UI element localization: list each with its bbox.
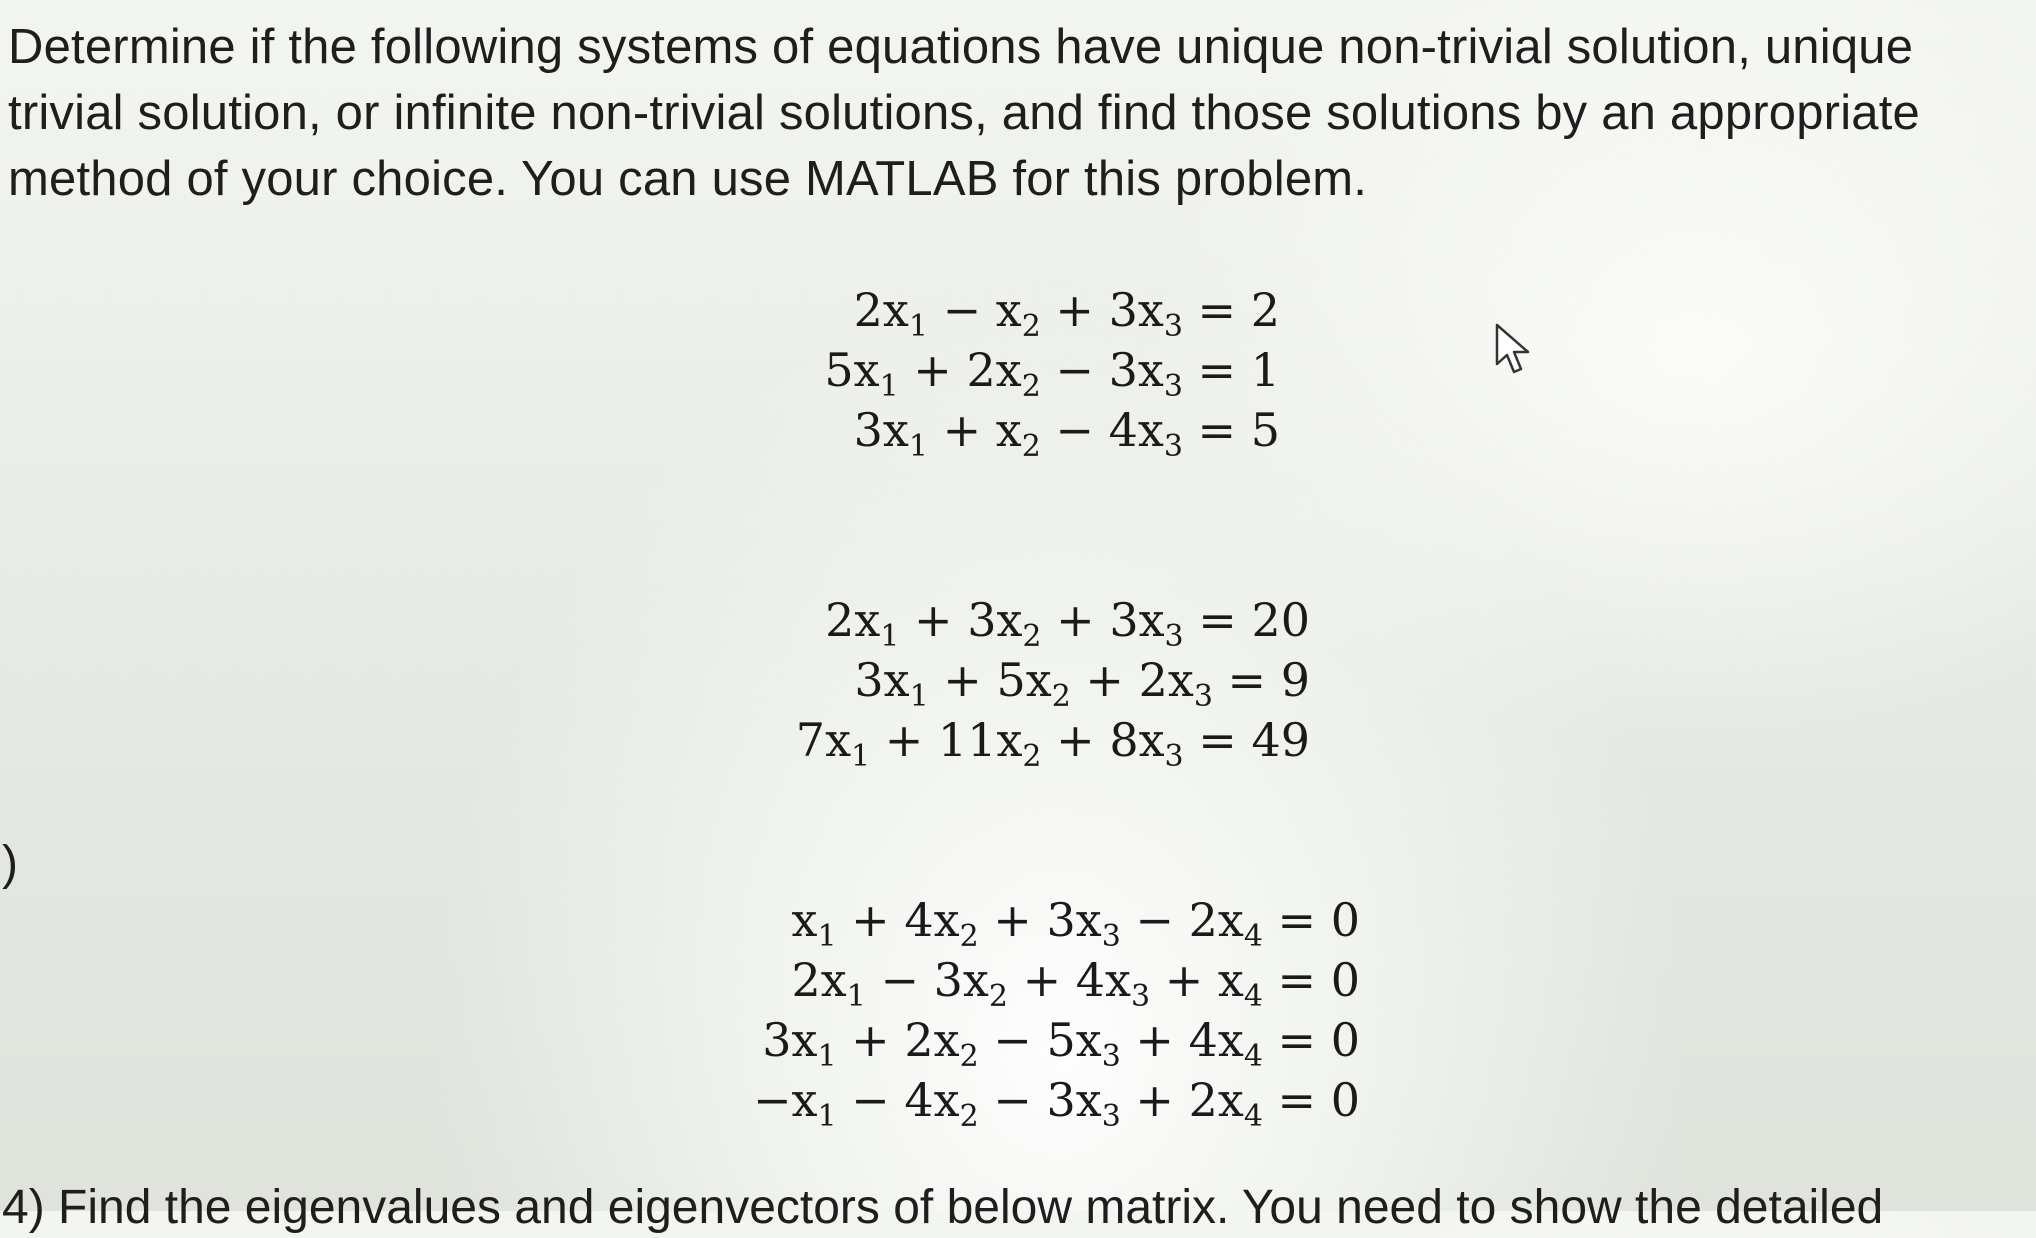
equation: $2x_1 - x_2 + 3x_3 = 2$: [853, 283, 1280, 344]
equation: $3x_1 + 2x_2 - 5x_3 + 4x_4 = 0$: [762, 1013, 1360, 1074]
next-question-text: 4) Find the eigenvalues and eigenvectors of below matrix. You need to show the detailed: [2, 1181, 1884, 1234]
problem-line: trivial solution, or infinite non-trivial solutions, and find those solutions by an appropriate: [8, 86, 1921, 140]
equation-system-2: [760, 590, 1310, 774]
equation: $x_1 + 4x_2 + 3x_3 - 2x_4 = 0$: [791, 893, 1360, 954]
equation: $3x_1 + x_2 - 4x_3 = 5$: [853, 403, 1280, 464]
problem-line: method of your choice. You can use MATLAB for this problem.: [8, 152, 1368, 206]
equation: $2x_1 - 3x_2 + 4x_3 + x_4 = 0$: [791, 953, 1360, 1014]
equation-system-1: [760, 280, 1280, 464]
problem-statement: [8, 14, 1988, 212]
equation: $5x_1 + 2x_2 - 3x_3 = 1$: [824, 343, 1280, 404]
equation-system-3: [700, 890, 1360, 1134]
equation: $7x_1 + 11x_2 + 8x_3 = 49$: [795, 713, 1310, 774]
margin-paren: ): [2, 837, 18, 890]
equation: $-x_1 - 4x_2 - 3x_3 + 2x_4 = 0$: [752, 1073, 1360, 1134]
mouse-pointer-icon: [1494, 322, 1534, 378]
equation: $2x_1 + 3x_2 + 3x_3 = 20$: [825, 593, 1310, 654]
problem-line: Determine if the following systems of equations have unique non-trivial solution, unique: [8, 20, 1914, 74]
equation: $3x_1 + 5x_2 + 2x_3 = 9$: [854, 653, 1310, 714]
